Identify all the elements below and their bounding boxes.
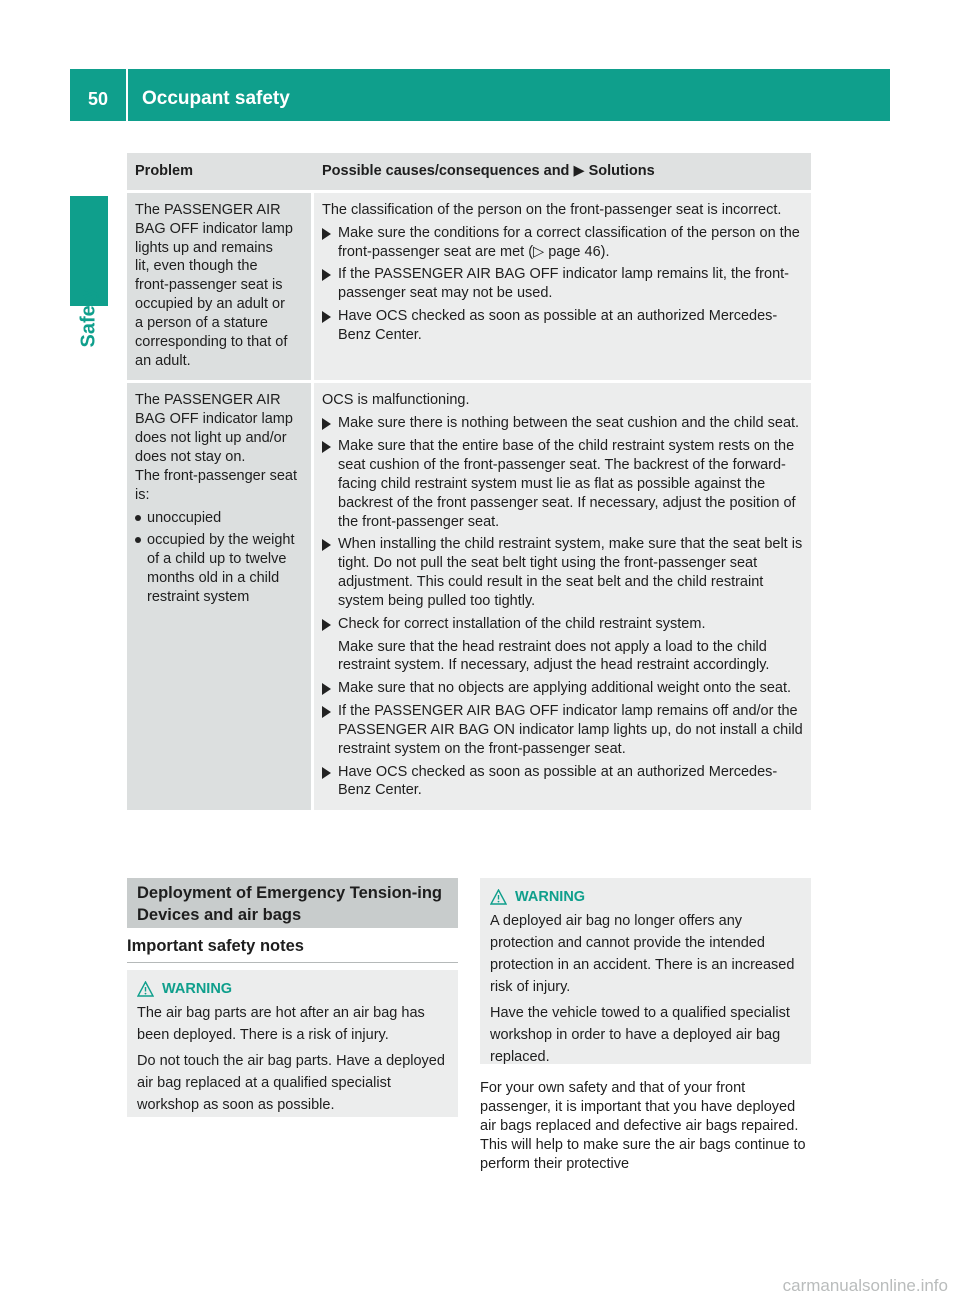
warning-triangle-icon	[490, 889, 507, 905]
cause-text: The classification of the person on the front-passenger seat is incorrect.	[322, 201, 782, 218]
side-tab-label: Safety	[77, 286, 100, 348]
body-paragraph: For your own safety and that of your front passenger, it is important that you have deployed air bags replaced and defective air bags repaired. This will help to make sure the air bags continue to perform their protective	[480, 1080, 806, 1172]
solution-steps	[322, 414, 803, 800]
solution-step: Make sure there is nothing between the seat cushion and the child seat.	[322, 414, 803, 433]
problem-bullet: occupied by the weight of a child up to twelve months old in a child restraint system	[135, 531, 303, 606]
solution-step: Make sure that the entire base of the child restraint system rests on the seat cushion of the front-passenger seat. The backrest of the forward-facing child restraint system must lie as flat as possible against the backrest of the front passenger seat. If necessary, adjust the position of the front-passenger seat.	[322, 437, 803, 531]
solution-step: Make sure that no objects are applying additional weight onto the seat.	[322, 679, 803, 698]
table-row	[127, 383, 811, 813]
watermark: carmanualsonline.info	[782, 1276, 948, 1295]
problem-text: The PASSENGER AIR BAG OFF indicator lamp lights up and remains lit, even though the front-passenger seat is occupied by an adult or a person of a stature corresponding to that of an adult.	[135, 201, 293, 369]
troubleshooting-table	[127, 153, 811, 813]
problem-text: The PASSENGER AIR BAG OFF indicator lamp does not light up and/or does not stay on.	[135, 392, 293, 465]
problem-seat-text: The front-passenger seat is:	[135, 467, 298, 503]
solution-cell	[314, 193, 811, 384]
solution-cell	[314, 383, 811, 813]
warning-text: Do not touch the air bag parts. Have a deployed air bag replaced at a qualified specialist workshop as soon as possible.	[137, 1053, 445, 1113]
solution-step: Make sure the conditions for a correct classification of the person on the front-passenger seat are met (▷ page 46).	[322, 224, 803, 262]
solution-step: When installing the child restraint system, make sure that the seat belt is tight. Do not pull the seat belt tight using the front-passenger seat adjustment. This could result in the seat belt and the child restraint system being pulled too tightly.	[322, 535, 803, 610]
solution-step: Check for correct installation of the child restraint system.	[322, 615, 803, 634]
deployment-heading: Deployment of Emergency Tension-ing Devices and air bags	[127, 878, 458, 928]
solution-step: If the PASSENGER AIR BAG OFF indicator lamp remains off and/or the PASSENGER AIR BAG ON indicator lamp lights up, do not install a child restraint system on the front-passenger seat.	[322, 702, 803, 759]
problem-bullet: unoccupied	[135, 509, 303, 528]
cause-text: OCS is malfunctioning.	[322, 392, 470, 409]
important-notes-heading: Important safety notes	[127, 937, 458, 963]
table-row	[127, 193, 811, 384]
warning-text: The air bag parts are hot after an air bag has been deployed. There is a risk of injury.	[137, 1005, 425, 1043]
problem-cell	[127, 383, 314, 813]
solution-steps	[322, 224, 803, 345]
problem-cell	[127, 193, 314, 384]
warning-text: A deployed air bag no longer offers any protection and cannot provide the intended protection in an accident. There is an increased risk of injury.	[490, 913, 795, 995]
warning-label: WARNING	[162, 981, 233, 997]
solution-step: Have OCS checked as soon as possible at an authorized Mercedes-Benz Center.	[322, 763, 803, 801]
warning-box	[480, 878, 811, 1064]
page-number: 50	[87, 89, 109, 109]
solution-step: If the PASSENGER AIR BAG OFF indicator lamp remains lit, the front-passenger seat may not be used.	[322, 265, 803, 303]
problem-bullets	[135, 509, 303, 607]
warning-triangle-icon	[137, 981, 154, 997]
solution-step: Have OCS checked as soon as possible at an authorized Mercedes-Benz Center.	[322, 307, 803, 345]
column-header-problem: Problem	[127, 153, 314, 193]
section-title: Occupant safety	[142, 88, 290, 109]
header-divider	[126, 69, 128, 121]
column-header-solutions: Possible causes/consequences and ▶ Solutions	[314, 153, 811, 193]
warning-label: WARNING	[515, 889, 586, 905]
warning-text: Have the vehicle towed to a qualified specialist workshop in order to have a deployed air bag replaced.	[490, 1005, 790, 1065]
table-header-row	[127, 153, 811, 193]
warning-box	[127, 970, 458, 1117]
page-header	[70, 69, 890, 121]
solution-step-note: Make sure that the head restraint does not apply a load to the child restraint system. If necessary, adjust the head restraint accordingly.	[338, 638, 770, 674]
